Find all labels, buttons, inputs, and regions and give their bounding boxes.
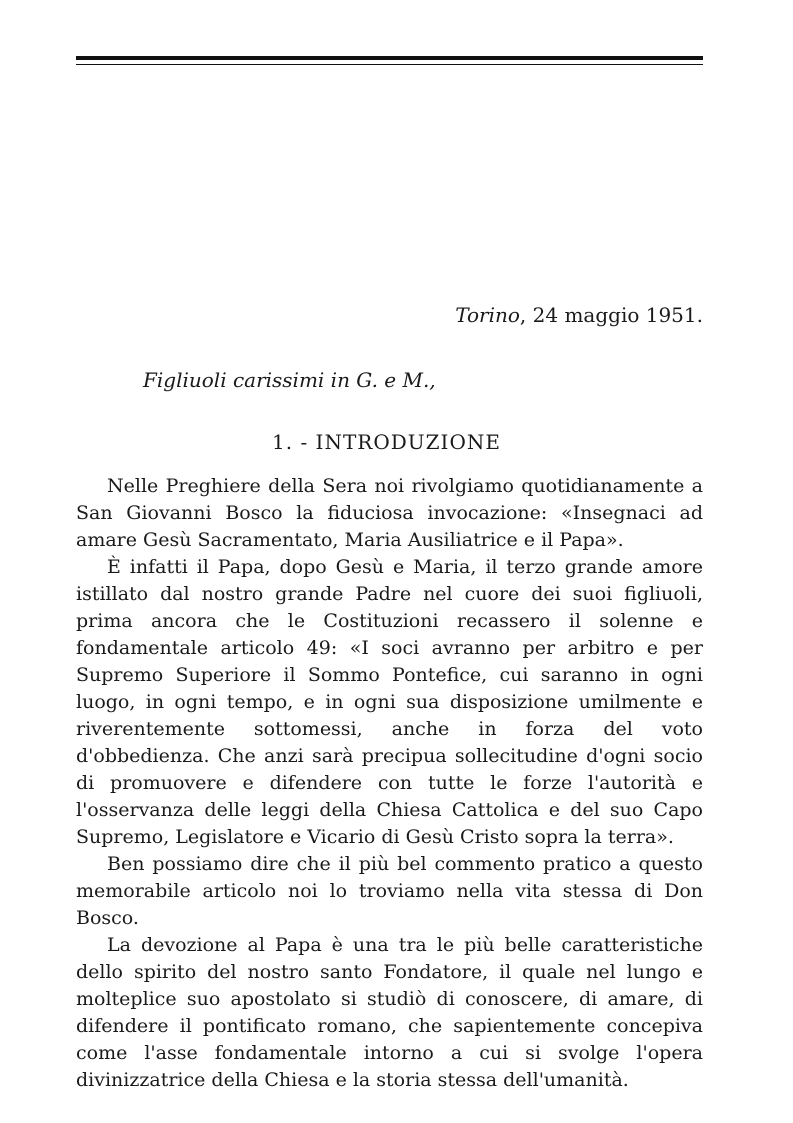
salutation: Figliuoli carissimi in G. e M., bbox=[143, 368, 436, 392]
header-rule-thin bbox=[76, 64, 703, 65]
body-text bbox=[76, 473, 703, 1094]
paragraph: La devozione al Papa è una tra le più belle caratteristiche dello spirito del nostro santo Fondatore, il quale nel lungo e molteplice suo apostolato si studiò di conoscere, di amare, di difendere il pontificato romano, che sapientemente concepiva come l'asse fondamentale intorno a cui si svolge l'opera divinizzatrice della Chiesa e la storia stessa dell'umanità. bbox=[76, 934, 703, 1091]
section-heading: 1. - INTRODUZIONE bbox=[272, 430, 501, 454]
paragraph: Nelle Preghiere della Sera noi rivolgiamo quotidianamente a San Giovanni Bosco la fiduciosa invocazione: «Insegnaci ad amare Gesù Sacramentato, Maria Ausiliatrice e il Papa». bbox=[76, 475, 703, 551]
dateline-city: Torino bbox=[455, 303, 520, 327]
dateline bbox=[455, 303, 703, 327]
dateline-date: , 24 maggio 1951. bbox=[519, 303, 703, 327]
paragraph: È infatti il Papa, dopo Gesù e Maria, il terzo grande amore istillato dal nostro grande Padre nel cuore dei suoi figliuoli, prima ancora che le Costituzioni recassero il solenne e fondamentale articolo 49: «I soci avranno per arbitro e per Supremo Superiore il Sommo Pontefice, cui saranno in ogni luogo, in ogni tempo, e in ogni sua disposizione umilmente e riverentemente sottomessi, anche in forza del voto d'obbedienza. Che anzi sarà precipua sollecitudine d'ogni socio di promuovere e difendere con tutte le forze l'autorità e l'osservanza delle leggi della Chiesa Cattolica e del suo Capo Supremo, Legislatore e Vicario di Gesù Cristo sopra la terra». bbox=[76, 556, 703, 848]
header-rule-thick bbox=[76, 56, 703, 60]
paragraph: Ben possiamo dire che il più bel commento pratico a questo memorabile articolo noi lo troviamo nella vita stessa di Don Bosco. bbox=[76, 853, 703, 929]
